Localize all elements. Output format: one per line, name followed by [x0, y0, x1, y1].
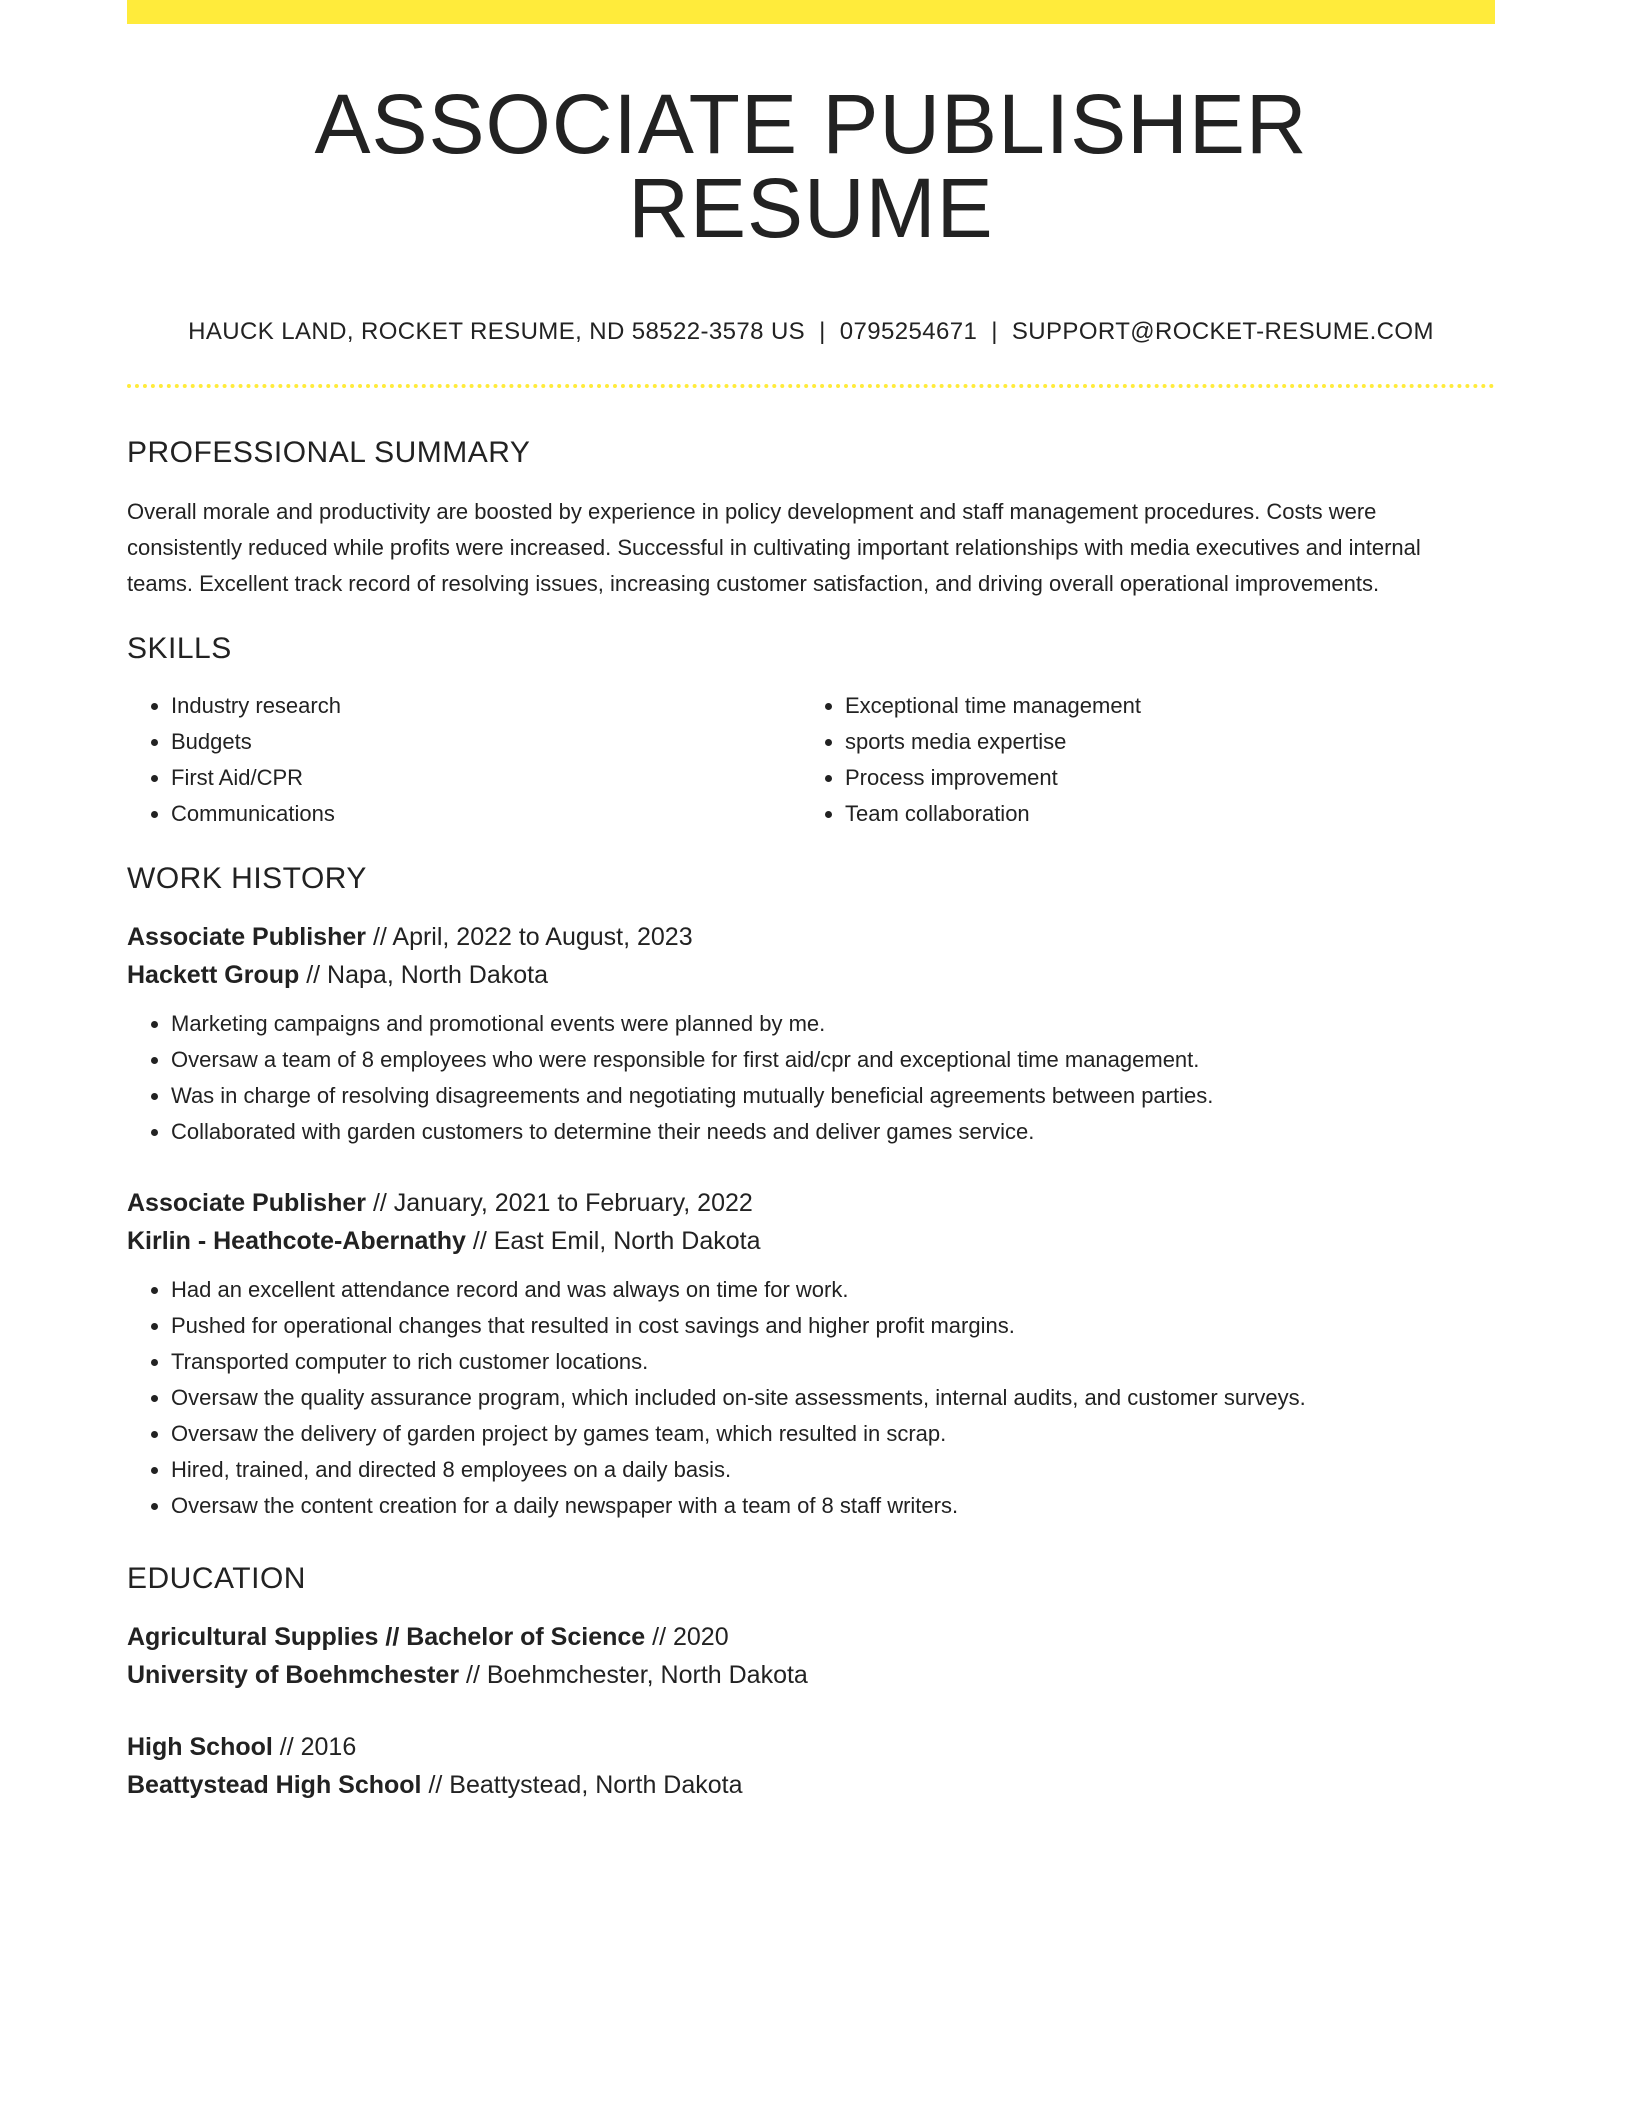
education-entry — [127, 1728, 1495, 1804]
contact-line — [127, 318, 1495, 346]
skill-item: • Industry research — [171, 688, 801, 724]
contact-address: HAUCK LAND, ROCKET RESUME, ND 58522-3578 US — [188, 318, 806, 345]
education-heading: EDUCATION — [127, 1562, 306, 1595]
job-duty: • Oversaw the delivery of garden project by games team, which resulted in scrap. — [171, 1416, 1495, 1452]
skill-item: • Process improvement — [845, 760, 1475, 796]
accent-top-bar — [127, 0, 1495, 24]
dotted-divider — [127, 384, 1495, 388]
job-location: // East Emil, North Dakota — [472, 1227, 761, 1255]
job-duty: • Hired, trained, and directed 8 employees on a daily basis. — [171, 1452, 1495, 1488]
job-duty: • Oversaw the content creation for a daily newspaper with a team of 8 staff writers. — [171, 1488, 1495, 1524]
skill-item: • sports media expertise — [845, 724, 1475, 760]
job-entry — [127, 918, 1495, 1150]
education-year: // 2016 — [279, 1733, 357, 1761]
job-duties-list — [127, 1272, 1495, 1524]
job-duty: • Had an excellent attendance record and was always on time for work. — [171, 1272, 1495, 1308]
education-degree: Agricultural Supplies // Bachelor of Science — [127, 1623, 646, 1651]
job-duties-list — [127, 1006, 1495, 1150]
education-location: // Beattystead, North Dakota — [428, 1771, 743, 1799]
job-duty: • Pushed for operational changes that resulted in cost savings and higher profit margins. — [171, 1308, 1495, 1344]
summary-heading: PROFESSIONAL SUMMARY — [127, 436, 531, 469]
job-duty: • Oversaw a team of 8 employees who were responsible for first aid/cpr and exceptional time management. — [171, 1042, 1495, 1078]
contact-phone: 0795254671 — [839, 318, 978, 345]
job-company-line — [127, 1222, 1495, 1260]
job-dates: // January, 2021 to February, 2022 — [372, 1189, 753, 1217]
education-school: Beattystead High School — [127, 1771, 422, 1799]
job-title-line — [127, 918, 1495, 956]
skill-item: • Team collaboration — [845, 796, 1475, 832]
skill-item: • First Aid/CPR — [171, 760, 801, 796]
job-company: Hackett Group — [127, 961, 300, 989]
contact-separator: | — [819, 318, 826, 345]
skills-list-right — [801, 688, 1475, 832]
education-location: // Boehmchester, North Dakota — [466, 1661, 808, 1689]
job-location: // Napa, North Dakota — [306, 961, 549, 989]
job-dates: // April, 2022 to August, 2023 — [372, 923, 693, 951]
education-year: // 2020 — [652, 1623, 729, 1651]
skills-list-left — [127, 688, 801, 832]
resume-page — [127, 0, 1495, 1804]
resume-title: ASSOCIATE PUBLISHER RESUME — [314, 77, 1308, 255]
education-degree-line — [127, 1618, 1495, 1656]
education-school-line — [127, 1656, 1495, 1694]
skill-item: • Exceptional time management — [845, 688, 1475, 724]
job-title-line — [127, 1184, 1495, 1222]
job-company: Kirlin - Heathcote-Abernathy — [127, 1227, 466, 1255]
job-company-line — [127, 956, 1495, 994]
contact-separator: | — [991, 318, 998, 345]
skill-item: • Budgets — [171, 724, 801, 760]
job-duty: • Transported computer to rich customer locations. — [171, 1344, 1495, 1380]
education-degree-line — [127, 1728, 1495, 1766]
skills-grid — [127, 688, 1495, 832]
summary-text: Overall morale and productivity are boosted by experience in policy development and staff management procedures. Costs were consistently reduced while profits were increased. Successful in cultivating important relationships with media executives and internal teams. Excellent track record of resolving issues, increasing customer satisfaction, and driving overall operational improvements. — [127, 499, 1421, 596]
education-degree: High School — [127, 1733, 273, 1761]
education-school-line — [127, 1766, 1495, 1804]
job-duty: • Marketing campaigns and promotional events were planned by me. — [171, 1006, 1495, 1042]
education-school: University of Boehmchester — [127, 1661, 460, 1689]
job-title: Associate Publisher — [127, 923, 366, 951]
skills-heading: SKILLS — [127, 632, 232, 665]
job-duty: • Collaborated with garden customers to determine their needs and deliver games service. — [171, 1114, 1495, 1150]
job-title: Associate Publisher — [127, 1189, 366, 1217]
contact-email: SUPPORT@ROCKET-RESUME.COM — [1011, 318, 1434, 345]
work-history-heading: WORK HISTORY — [127, 862, 367, 895]
education-entry — [127, 1618, 1495, 1694]
skill-item: • Communications — [171, 796, 801, 832]
job-duty: • Was in charge of resolving disagreements and negotiating mutually beneficial agreements between parties. — [171, 1078, 1495, 1114]
job-duty: • Oversaw the quality assurance program, which included on-site assessments, internal audits, and customer surveys. — [171, 1380, 1495, 1416]
job-entry — [127, 1184, 1495, 1524]
